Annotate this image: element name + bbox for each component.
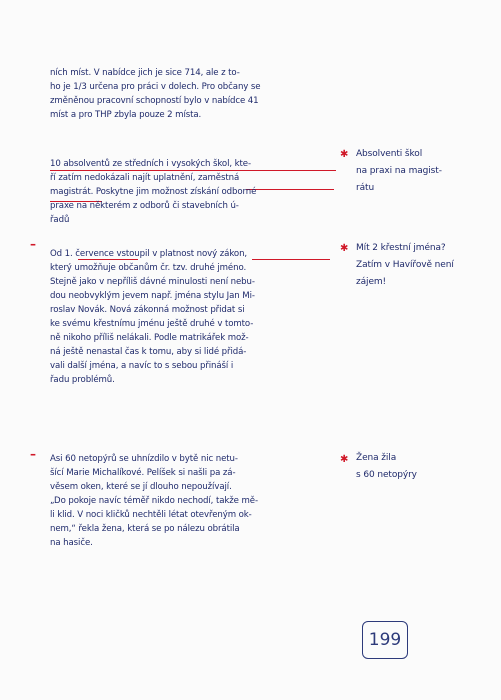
side-note-line: Absolventi škol: [356, 149, 423, 159]
side-note-line: rátu: [356, 183, 375, 193]
text-line: věsem oken, které se jí dlouho nepoužívají.: [50, 482, 232, 492]
text-line: míst a pro THP zbyla pouze 2 místa.: [50, 110, 202, 120]
text-line: ří zatím nedokázali najít uplatnění, zaměstná: [50, 173, 240, 183]
text-line: šící Marie Michalíkové. Pelíšek si našli pa zá-: [50, 468, 236, 478]
paragraph-second-name-law: [50, 247, 335, 387]
text-line: magistrát. Poskytne jim možnost získání odborné: [50, 187, 257, 197]
text-line: li klid. V noci kličků nechtěli létat otevřeným ok-: [50, 510, 252, 520]
text-line: ná ještě nenastal čas k tomu, aby si lidé přidá-: [50, 347, 247, 357]
side-note-line: Žena žila: [356, 453, 397, 463]
text-line: praxe na některém z odborů či stavebních ú-: [50, 201, 239, 211]
text-line: řadu problémů.: [50, 375, 115, 385]
text-line: ho je 1/3 určena pro práci v dolech. Pro občany se: [50, 82, 261, 92]
paragraph-job-offers: [50, 66, 335, 122]
paragraph-graduates: [50, 157, 335, 227]
side-note-bats: [356, 450, 496, 484]
text-line: dou neobvyklým jevem např. jména stylu Jan Mi-: [50, 291, 255, 301]
text-line: 10 absolventů ze středních i vysokých škol, kte-: [50, 159, 251, 169]
text-line: nem,“ řekla žena, která se po nálezu obrátila: [50, 524, 240, 534]
text-line: Stejně jako v nepříliš dávné minulosti není nebu-: [50, 277, 255, 287]
side-note-line: na praxi na magist-: [356, 166, 442, 176]
text-line: roslav Novák. Nová zákonná možnost přidat si: [50, 305, 245, 315]
red-asterisk-icon: ✱: [340, 454, 349, 465]
text-line: Od 1. července vstoupil v platnost nový zákon,: [50, 249, 248, 259]
side-note-second-name: [356, 240, 496, 291]
paragraph-bats: [50, 452, 335, 550]
page-number-box: 199: [362, 621, 408, 659]
red-asterisk-icon: ✱: [340, 243, 349, 254]
text-line: na hasiče.: [50, 538, 93, 548]
red-dash-mark: –: [30, 237, 36, 251]
side-note-line: s 60 netopýry: [356, 470, 417, 480]
text-line: ních míst. V nabídce jich je sice 714, ale z to-: [50, 68, 240, 78]
side-note-graduates: [356, 146, 496, 197]
red-dash-mark: –: [30, 447, 36, 461]
side-note-line: Mít 2 křestní jména?: [356, 243, 446, 253]
text-line: který umožňuje občanům čr. tzv. druhé jméno.: [50, 263, 247, 273]
text-line: ně nikoho příliš nelákali. Podle matrikářek mož-: [50, 333, 249, 343]
side-note-line: Zatím v Havířově není: [356, 260, 454, 270]
side-note-line: zájem!: [356, 277, 387, 287]
text-line: řadů: [50, 215, 70, 225]
text-line: Asi 60 netopýrů se uhnízdilo v bytě nic netu-: [50, 454, 238, 464]
text-line: ke svému křestnímu jménu ještě druhé v tomto-: [50, 319, 254, 329]
text-line: změněnou pracovní schopností bylo v nabídce 41: [50, 96, 259, 106]
text-line: „Do pokoje navíc téměř nikdo nechodí, takže mě-: [50, 496, 258, 506]
red-asterisk-icon: ✱: [340, 149, 349, 160]
text-line: vali další jména, a navíc to s sebou přináší i: [50, 361, 234, 371]
